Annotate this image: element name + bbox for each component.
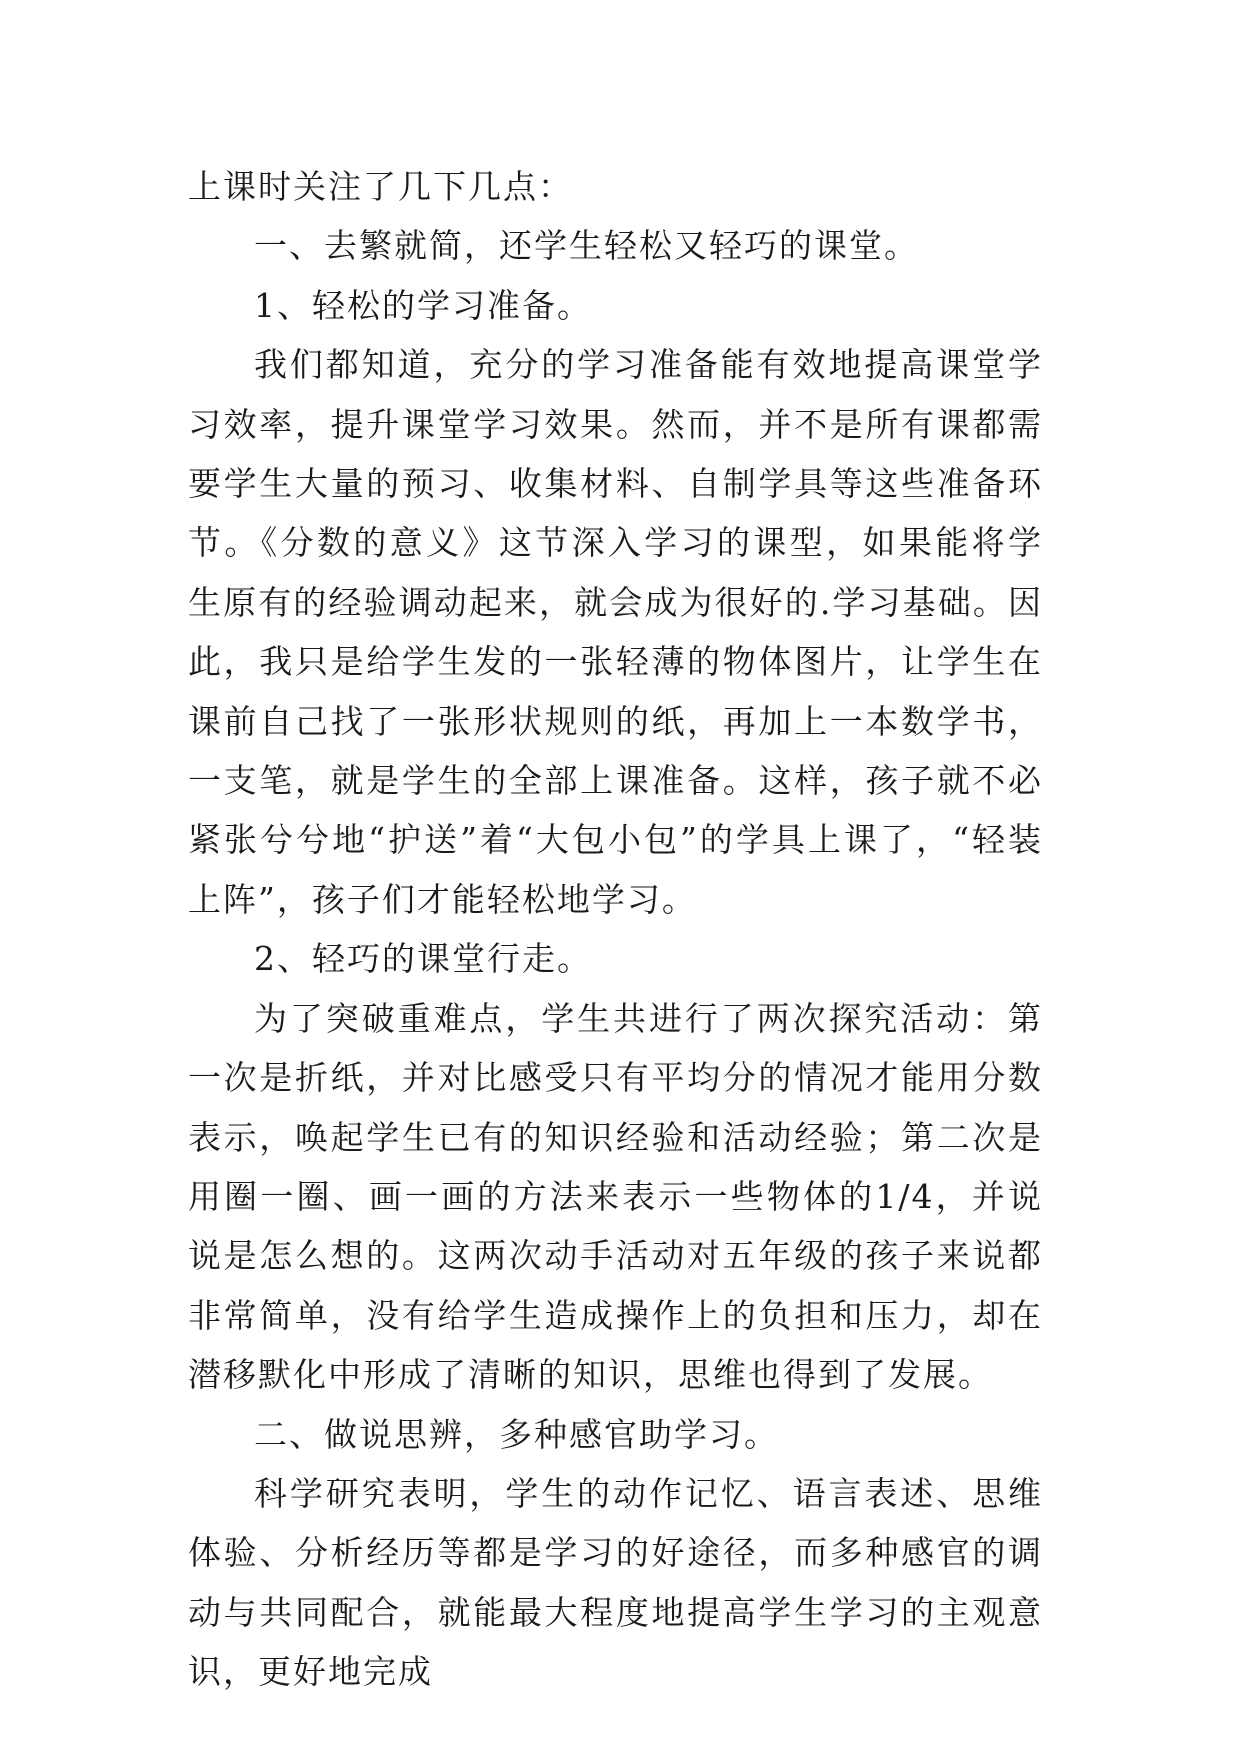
document-body: [188, 157, 1043, 1702]
paragraph-preparation: 我们都知道，充分的学习准备能有效地提高课堂学习效率，提升课堂学习效果。然而，并不是所有课都需要学生大量的预习、收集材料、自制学具等这些准备环节。《分数的意义》这节深入学习的课型，如果能将学生原有的经验调动起来，就会成为很好的.学习基础。因此，我只是给学生发的一张轻薄的物体图片，让学生在课前自己找了一张形状规则的纸，再加上一本数学书，一支笔，就是学生的全部上课准备。这样，孩子就不必紧张兮兮地“护送”着“大包小包”的学具上课了，“轻装上阵”，孩子们才能轻松地学习。: [188, 345, 1043, 919]
paragraph-intro: 上课时关注了几下几点：: [188, 167, 573, 206]
subheading-1-1: 1、轻松的学习准备。: [254, 285, 592, 325]
subheading-1-2: 2、轻巧的课堂行走。: [254, 939, 592, 979]
paragraph-activities: 为了突破重难点，学生共进行了两次探究活动：第一次是折纸，并对比感受只有平均分的情况才能用分数表示，唤起学生已有的知识经验和活动经验；第二次是用圈一圈、画一画的方法来表示一些物体的1/4，并说说是怎么想的。这两次动手活动对五年级的孩子来说都非常简单，没有给学生造成操作上的负担和压力，却在潜移默化中形成了清晰的知识，思维也得到了发展。: [188, 998, 1043, 1395]
paragraph-senses: 科学研究表明，学生的动作记忆、语言表述、思维体验、分析经历等都是学习的好途径，而多种感官的调动与共同配合，就能最大程度地提高学生学习的主观意识，更好地完成: [188, 1473, 1043, 1692]
heading-section-1: 一、去繁就简，还学生轻松又轻巧的课堂。: [254, 226, 919, 266]
heading-section-2: 二、做说思辨，多种感官助学习。: [254, 1414, 779, 1454]
